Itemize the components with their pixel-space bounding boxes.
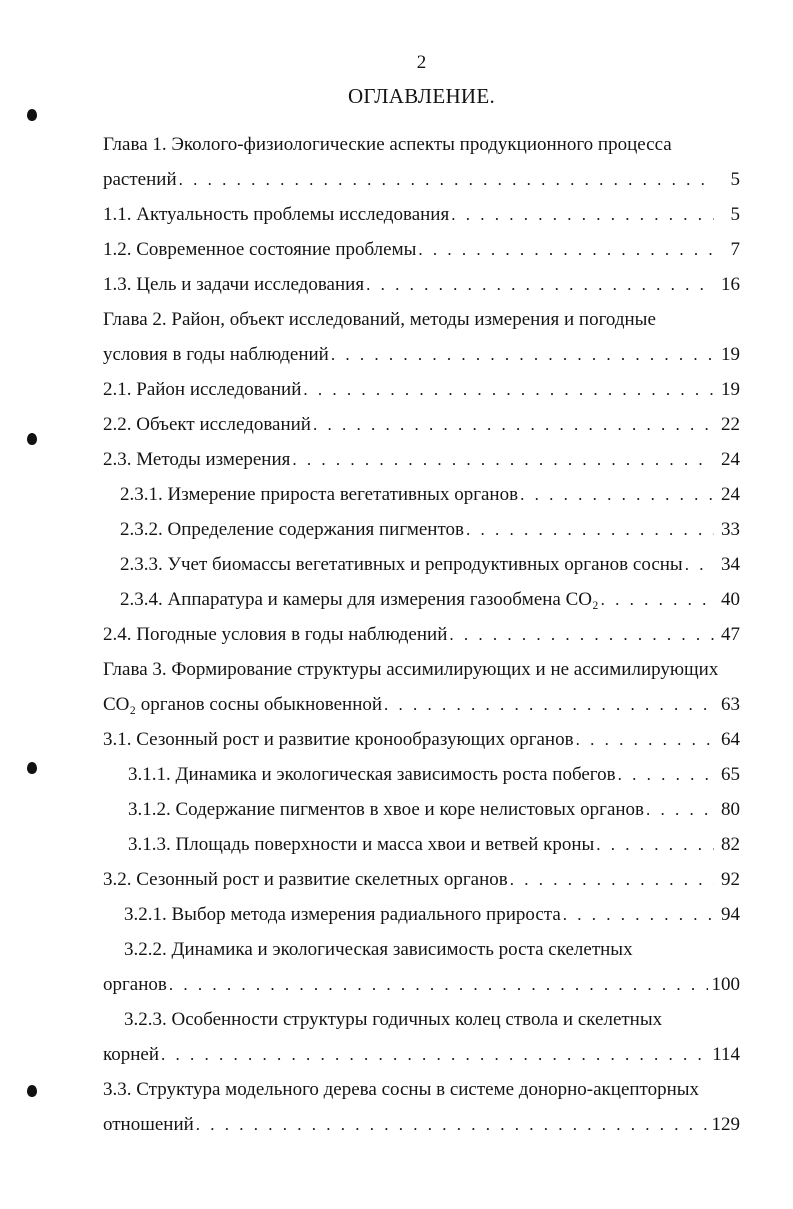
toc-line-25: [103, 968, 740, 996]
toc-line-12: [120, 513, 740, 541]
toc-leader-dots: [563, 904, 714, 926]
toc-entry-text: 3.1.2. Содержание пигментов в хвое и коре нелистовых органов: [128, 799, 645, 820]
toc-page-number: 19: [721, 379, 740, 400]
toc-leader-dots: [449, 624, 714, 646]
toc-entry-text: отношений: [103, 1114, 194, 1135]
toc-entry-text: корней: [103, 1044, 160, 1065]
toc-line-23: [124, 898, 740, 926]
toc-line-16: [103, 653, 718, 681]
toc-line-24: [124, 933, 633, 961]
toc-page-number: 16: [721, 274, 740, 295]
toc-line-9: [103, 408, 740, 436]
toc-entry-text: органов: [103, 974, 167, 995]
toc-line-3: [103, 198, 740, 226]
toc-page-number: 82: [721, 834, 740, 855]
toc-leader-dots: [331, 344, 714, 366]
page-number: 2: [416, 52, 427, 73]
toc-page-number: 40: [721, 589, 740, 610]
toc-line-13: [120, 548, 740, 576]
toc-page-number: 19: [721, 344, 740, 365]
toc-line-20: [128, 793, 740, 821]
toc-entry-text: 3.1.1. Динамика и экологическая зависимость роста побегов: [128, 764, 616, 785]
toc-line-4: [103, 233, 740, 261]
toc-line-15: [103, 618, 740, 646]
toc-leader-dots: [520, 484, 714, 506]
toc-page-number: 47: [721, 624, 740, 645]
toc-line-21: [128, 828, 740, 856]
toc-line-29: [103, 1108, 740, 1136]
toc-entry-text: Глава 2. Район, объект исследований, методы измерения и погодные: [103, 309, 656, 330]
toc-entry-text: 2.4. Погодные условия в годы наблюдений: [103, 624, 448, 645]
toc-page-number: 5: [730, 204, 740, 225]
toc-leader-dots: [418, 239, 714, 261]
toc-entry-text: 3.2. Сезонный рост и развитие скелетных органов: [103, 869, 508, 890]
page-title: ОГЛАВЛЕНИЕ.: [347, 84, 496, 108]
toc-line-28: [103, 1073, 699, 1101]
toc-line-26: [124, 1003, 662, 1031]
toc-page-number: 34: [721, 554, 740, 575]
toc-entry-text: 2.3.4. Аппаратура и камеры для измерения газообмена CO₂: [120, 589, 599, 610]
toc-leader-dots: [384, 694, 714, 716]
toc-entry-text: 3.2.2. Динамика и экологическая зависимость роста скелетных: [124, 939, 633, 960]
toc-leader-dots: [196, 1114, 708, 1136]
toc-page-number: 64: [721, 729, 740, 750]
toc-line-17: [103, 688, 740, 716]
toc-leader-dots: [601, 589, 714, 611]
toc-leader-dots: [451, 204, 714, 226]
toc-leader-dots: [510, 869, 714, 891]
toc-entry-text: условия в годы наблюдений: [103, 344, 329, 365]
toc-entry-text: растений: [103, 169, 177, 190]
toc-leader-dots: [169, 974, 708, 996]
toc-page-number: 65: [721, 764, 740, 785]
toc-entry-text: 3.2.3. Особенности структуры годичных колец ствола и скелетных: [124, 1009, 663, 1030]
toc-leader-dots: [292, 449, 714, 471]
toc-page-number: 100: [711, 974, 740, 995]
toc-leader-dots: [366, 274, 714, 296]
toc-page-number: 92: [721, 869, 740, 890]
toc-line-10: [103, 443, 740, 471]
toc-line-6: [103, 303, 656, 331]
toc-page-number: 5: [730, 169, 740, 190]
toc-line-18: [103, 723, 740, 751]
toc-page-number: 7: [730, 239, 740, 260]
toc-entry-text: 2.3.2. Определение содержания пигментов: [120, 519, 465, 540]
toc-entry-text: 1.3. Цель и задачи исследования: [103, 274, 365, 295]
toc-entry-text: 3.3. Структура модельного дерева сосны в системе донорно-акцепторных: [103, 1079, 700, 1100]
toc-leader-dots: [618, 764, 714, 786]
toc-leader-dots: [179, 169, 714, 191]
toc-leader-dots: [576, 729, 714, 751]
toc-line-2: [103, 163, 740, 191]
toc-entry-text: Глава 1. Эколого-физиологические аспекты продукционного процесса: [103, 134, 672, 155]
toc-leader-dots: [466, 519, 714, 541]
toc-page-number: 33: [721, 519, 740, 540]
toc-line-8: [103, 373, 740, 401]
toc-entry-text: 2.1. Район исследований: [103, 379, 302, 400]
toc-line-27: [103, 1038, 740, 1066]
toc-line-22: [103, 863, 740, 891]
toc-entry-text: CO₂ органов сосны обыкновенной: [103, 694, 383, 715]
toc-leader-dots: [313, 414, 714, 436]
toc-page-number: 80: [721, 799, 740, 820]
toc-entry-text: 1.2. Современное состояние проблемы: [103, 239, 417, 260]
toc-line-7: [103, 338, 740, 366]
toc-entry-text: 2.3.3. Учет биомассы вегетативных и репродуктивных органов сосны: [120, 554, 683, 575]
toc-leader-dots: [596, 834, 714, 856]
toc-line-19: [128, 758, 740, 786]
toc-line-5: [103, 268, 740, 296]
toc-entry-text: 2.3. Методы измерения: [103, 449, 291, 470]
toc-line-11: [120, 478, 740, 506]
toc-entry-text: 2.2. Объект исследований: [103, 414, 311, 435]
toc-entry-text: 3.1.3. Площадь поверхности и масса хвои и ветвей кроны: [128, 834, 595, 855]
toc-leader-dots: [161, 1044, 708, 1066]
toc-line-14: [120, 583, 740, 611]
toc-leader-dots: [646, 799, 714, 821]
toc-entry-text: 3.1. Сезонный рост и развитие кронообразующих органов: [103, 729, 574, 750]
toc-page-number: 22: [721, 414, 740, 435]
toc-page-number: 63: [721, 694, 740, 715]
toc-entry-text: Глава 3. Формирование структуры ассимилирующих и не ассимилирующих: [103, 659, 719, 680]
toc-page-number: 24: [721, 449, 740, 470]
toc-page-number: 94: [721, 904, 740, 925]
toc-leader-dots: [303, 379, 714, 401]
toc-entry-text: 1.1. Актуальность проблемы исследования: [103, 204, 450, 225]
toc-entry-text: 2.3.1. Измерение прироста вегетативных органов: [120, 484, 519, 505]
toc-entry-text: 3.2.1. Выбор метода измерения радиального прироста: [124, 904, 561, 925]
toc-page-number: 129: [711, 1114, 740, 1135]
toc-page-number: 114: [712, 1044, 740, 1065]
toc-line-1: [103, 128, 672, 156]
toc-page-number: 24: [721, 484, 740, 505]
toc-leader-dots: [685, 554, 714, 576]
